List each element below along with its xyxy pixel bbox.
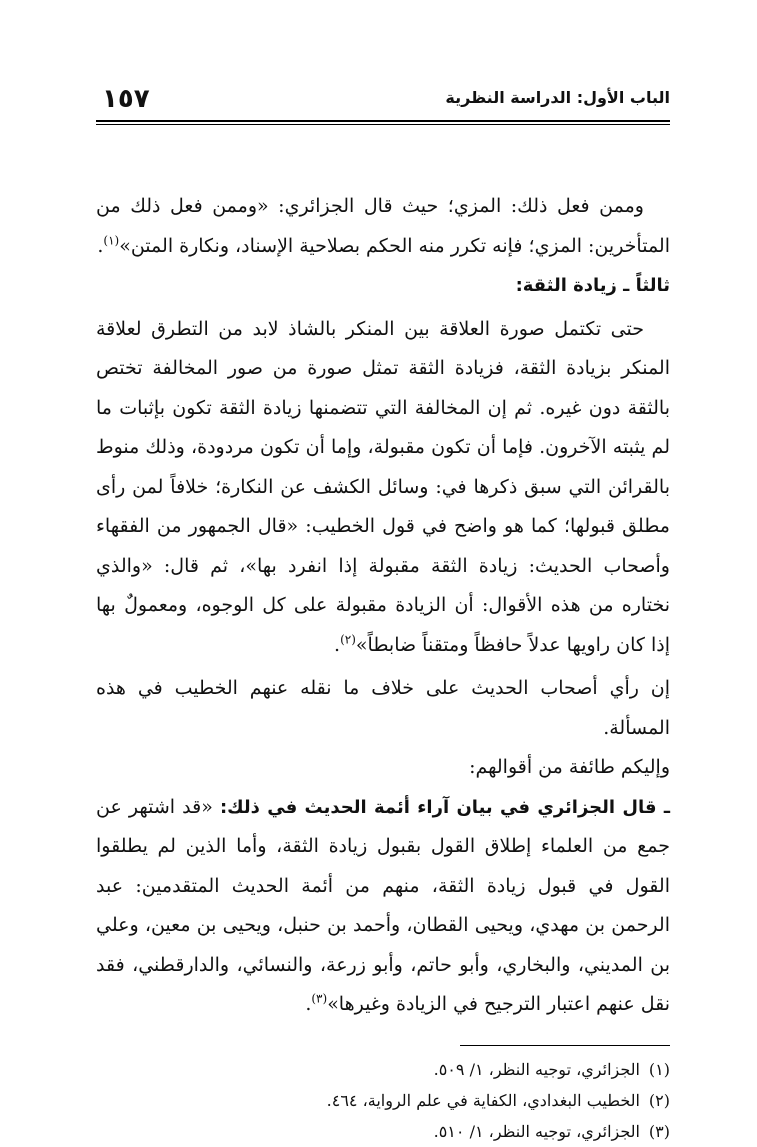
footnote-ref-3: (٣) (311, 991, 328, 1006)
book-page (96, 84, 670, 1147)
paragraph-5-text: «قد اشتهر عن جمع من العلماء إطلاق القول بقبول زيادة الثقة، وأما الذين لم يطلقوا القول في قبول زيادة الثقة، منهم من أئمة الحديث المتقدمين: عبد الرحمن بن مهدي، ويحيى القطان، وأحمد بن حنبل، ويحيى بن معين، وعلي بن المديني، والبخاري، وأبو حاتم، وأبو زرعة، والنسائي، والدارقطني، فقد نقل عنهم اعتبار الترجيح في الزيادة وغيرها» (96, 795, 670, 1015)
footnote-text: الجزائري، توجيه النظر، ١/ ٥٠٩. (433, 1059, 640, 1079)
section-heading: ثالثاً ـ زيادة الثقة: (515, 275, 670, 296)
paragraph-2 (96, 310, 670, 666)
paragraph-3: إن رأي أصحاب الحديث على خلاف ما نقله عنهم الخطيب في هذه المسألة. (96, 677, 670, 739)
paragraph-4: وإليكم طائفة من أقوالهم: (469, 756, 670, 778)
paragraph-1 (96, 187, 670, 266)
running-head: الباب الأول: الدراسة النظرية (445, 88, 670, 107)
footnote-number: (١) (648, 1059, 670, 1079)
footnote-rule (460, 1045, 670, 1046)
page-number: ١٥٧ (102, 84, 150, 114)
footnotes (96, 1054, 670, 1147)
footnote-3 (96, 1116, 670, 1147)
body-text (96, 187, 670, 1025)
page-header (96, 84, 670, 116)
footnote-1 (96, 1054, 670, 1085)
paragraph-2-text: حتى تكتمل صورة العلاقة بين المنكر بالشاذ لابد من التطرق لعلاقة المنكر بزيادة الثقة، فزيادة الثقة تمثل صورة من صور المخالفة تختص بالثقة دون غيره. ثم إن المخالفة التي تتضمنها زيادة الثقة تكون بإثبات ما لم يثبته الآخرون. فإما أن تكون مقبولة، وإما أن تكون مردودة، وذلك منوط بالقرائن التي سبق ذكرها في: وسائل الكشف عن النكارة؛ خلافاً لمن رأى مطلق قبولها؛ كما هو واضح في قول الخطيب: «قال الجمهور من الفقهاء وأصحاب الحديث: زيادة الثقة مقبولة إذا انفرد بها»، ثم قال: «والذي نختاره من هذه الأقوال: أن الزيادة مقبولة على كل الوجوه، ومعمولٌ بها إذا كان راويها عدلاً حافظاً ومتقناً ضابطاً» (96, 317, 670, 656)
footnote-text: الجزائري، توجيه النظر، ١/ ٥١٠. (433, 1121, 640, 1141)
paragraph-1-end: . (97, 234, 104, 257)
paragraph-5-lead: ـ قال الجزائري في بيان آراء أئمة الحديث في ذلك: (219, 796, 670, 818)
paragraph-2-end: . (334, 633, 341, 656)
footnote-2 (96, 1085, 670, 1116)
footnote-number: (٢) (648, 1090, 670, 1110)
footnote-ref-2: (٢) (340, 632, 356, 647)
footnote-number: (٣) (648, 1121, 670, 1141)
footnote-ref-1: (١) (103, 233, 120, 248)
paragraph-1-text: وممن فعل ذلك: المزي؛ حيث قال الجزائري: «وممن فعل ذلك من المتأخرين: المزي؛ فإنه تكرر منه الحكم بصلاحية الإسناد، ونكارة المتن» (96, 195, 670, 257)
paragraph-5-end: . (305, 993, 312, 1015)
footnote-text: الخطيب البغدادي، الكفاية في علم الرواية، ٤٦٤. (326, 1090, 640, 1110)
paragraph-5 (96, 788, 670, 1025)
header-rule (96, 120, 670, 125)
